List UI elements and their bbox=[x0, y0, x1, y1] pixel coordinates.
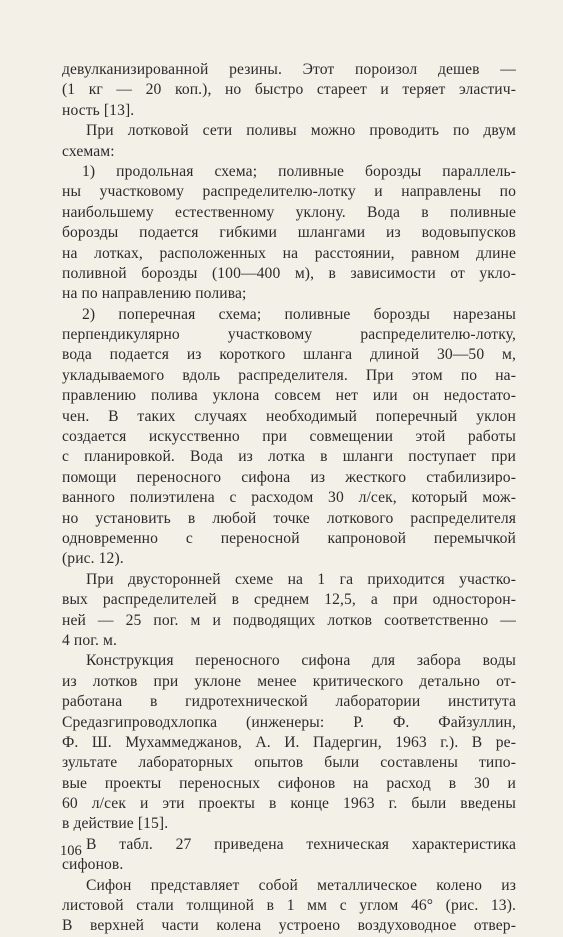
text-line: чен. В таких случаях необходимый поперечный уклон bbox=[62, 407, 516, 425]
text-line: девулканизированной резины. Этот пороизол дешев — bbox=[62, 61, 516, 78]
text-line: зультате лабораторных опытов были составлены типо- bbox=[62, 754, 516, 772]
text-line: схемам: bbox=[62, 142, 115, 160]
text-line: в действие [15]. bbox=[62, 815, 169, 833]
text-line: 2) поперечная схема; поливные борозды нарезаны bbox=[82, 305, 516, 323]
text-line: Средазгипроводхлопка (инженеры: Р. Ф. Файзуллин, bbox=[62, 713, 516, 731]
text-line: В верхней части колена устроено воздуховодное отвер- bbox=[62, 917, 516, 935]
text-line: перпендикулярно участковому распределителю-лотку, bbox=[62, 326, 516, 344]
text-line: ванного полиэтилена с расходом 30 л/сек, который мож- bbox=[62, 489, 516, 507]
text-line: 4 пог. м. bbox=[62, 631, 117, 649]
text-line: борозды подается гибкими шлангами из водовыпусков bbox=[62, 224, 516, 242]
text-line: ны участковому распределителю-лотку и направлены по bbox=[62, 183, 516, 201]
text-line: создается искусственно при совмещении этой работы bbox=[62, 428, 516, 446]
text-line: на по направлению полива; bbox=[62, 285, 247, 303]
text-line: В табл. 27 приведена техническая характеристика bbox=[86, 835, 516, 853]
text-line: Конструкция переносного сифона для забора воды bbox=[86, 652, 516, 670]
text-line: наибольшему естественному уклону. Вода в поливные bbox=[62, 203, 516, 221]
text-line: поливной борозды (100—400 м), в зависимости от укло- bbox=[62, 264, 516, 282]
text-line: правлению полива уклона совсем нет или он недостато- bbox=[62, 387, 516, 405]
text-line: но установить в любой точке лоткового распределителя bbox=[62, 509, 516, 527]
body-text bbox=[62, 60, 516, 937]
text-line: вых распределителей в среднем 12,5, а при односторон- bbox=[62, 591, 516, 609]
page-number: 106 bbox=[60, 843, 82, 859]
text-line: с планировкой. Вода из лотка в шланги поступает при bbox=[62, 448, 516, 466]
text-line: Сифон представляет собой металлическое колено из bbox=[86, 876, 516, 894]
text-line: Ф. Ш. Мухаммеджанов, А. И. Падергин, 1963 г.). В ре- bbox=[62, 733, 516, 751]
text-line: сифонов. bbox=[62, 856, 124, 874]
text-line: вые проекты переносных сифонов на расход в 30 и bbox=[62, 774, 516, 792]
text-line: вода подается из короткого шланга длиной 30—50 м, bbox=[62, 346, 516, 364]
text-line: листовой стали толщиной в 1 мм с углом 46° (рис. 13). bbox=[62, 897, 516, 915]
text-line: При лотковой сети поливы можно проводить по двум bbox=[86, 122, 516, 140]
text-line: (1 кг — 20 коп.), но быстро стареет и теряет эластич- bbox=[62, 81, 516, 99]
text-line: 1) продольная схема; поливные борозды параллель- bbox=[82, 162, 516, 180]
text-line: из лотков при уклоне менее критического детально от- bbox=[62, 672, 516, 690]
text-line: При двусторонней схеме на 1 га приходится участко- bbox=[86, 570, 516, 588]
text-line: на лотках, расположенных на расстоянии, равном длине bbox=[62, 244, 516, 262]
text-line: помощи переносного сифона из жесткого стабилизиро- bbox=[62, 468, 516, 486]
text-line: 60 л/сек и эти проекты в конце 1963 г. были введены bbox=[62, 795, 516, 813]
text-line: ность [13]. bbox=[62, 101, 135, 119]
text-line: одновременно с переносной капроновой перемычкой bbox=[62, 529, 516, 547]
text-line: укладываемого вдоль распределителя. При этом по на- bbox=[62, 366, 516, 384]
text-line: работана в гидротехнической лаборатории института bbox=[62, 693, 516, 711]
text-line: (рис. 12). bbox=[62, 550, 124, 568]
text-line: ней — 25 пог. м и подводящих лотков соответственно — bbox=[62, 611, 516, 629]
